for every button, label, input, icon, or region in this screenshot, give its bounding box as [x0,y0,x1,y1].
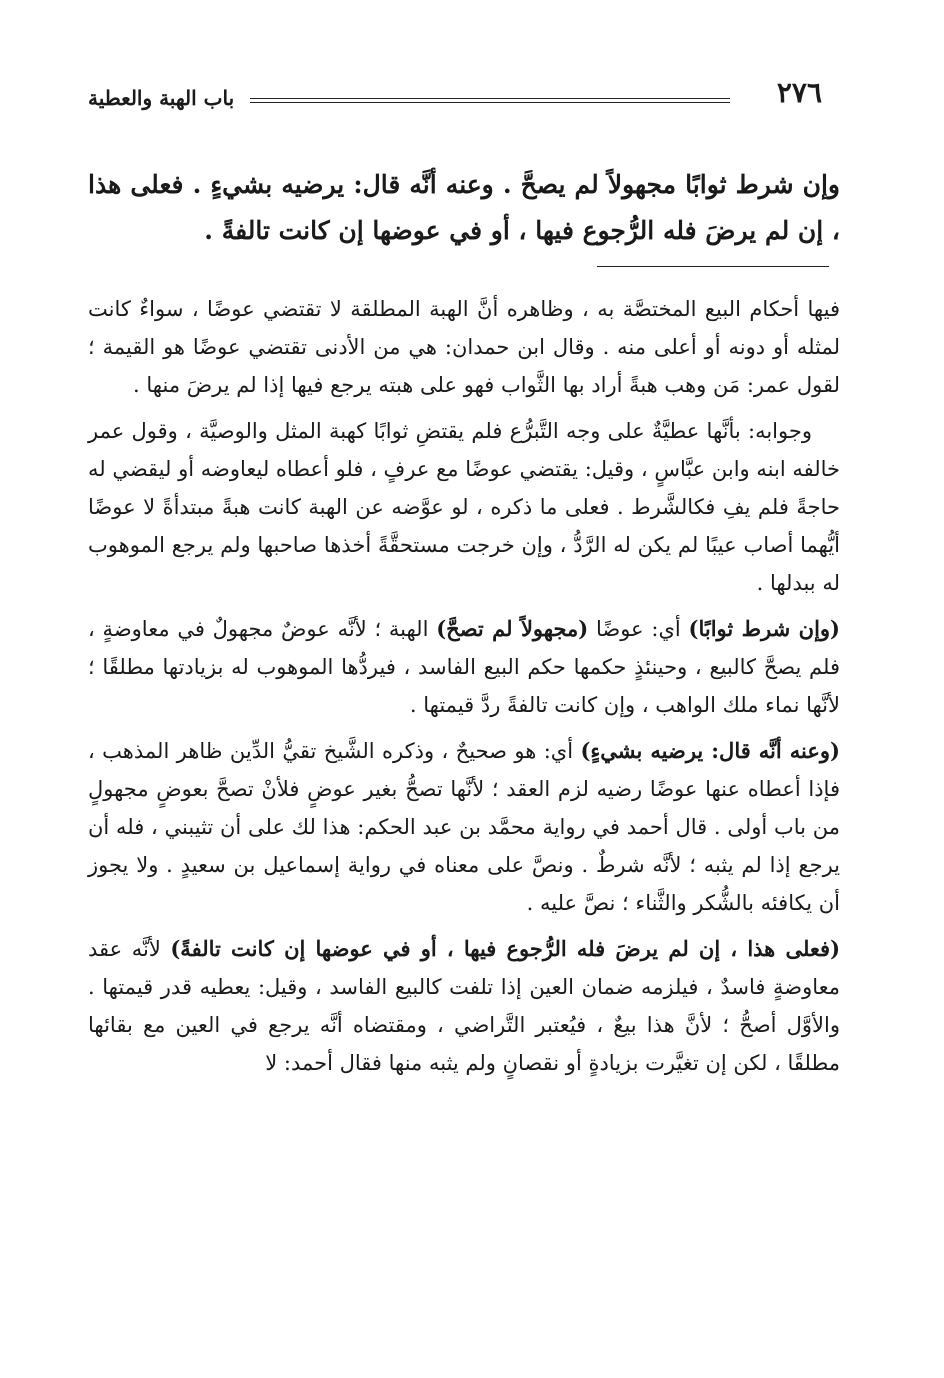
quoted-matn: (فعلى هذا ، إن لم يرضَ فله الرُّجوع فيها ، أو في عوضها إن كانت تالفةً) [170,936,841,961]
commentary-text: أي: هو صحيحٌ ، وذكره الشَّيخ تقيُّ الدِّين ظاهر المذهب ، فإذا أعطاه عنها عوضًا رضيه لزم العقد ؛ لأنَّها تصحُّ بغير عوضٍ فلأنْ تصحَّ بعوضٍ مجهولٍ من باب أولى . قال أحمد في رواية محمَّد بن عبد الحكم: هذا لك على أن تثيبني ، فله أن يرجع إذا لم يثبه ؛ لأنَّه شرطٌ . ونصَّ على معناه في رواية إسماعيل بن سعيدٍ . ولا يجوز أن يكافئه بالشُّكر والثَّناء ؛ نصَّ عليه . [88,739,840,915]
quoted-matn: (مجهولاً لم تصحَّ) [436,616,589,641]
commentary-text: لأنَّه عقد معاوضةٍ فاسدٌ ، فيلزمه ضمان العين إذا تلفت كالبيع الفاسد ، وقيل: يعطيه قدر قيمتها . والأوَّل أصحُّ ؛ لأنَّ هذا بيعٌ ، فيُعتبر التَّراضي ، ومقتضاه أنَّه يرجع في العين مع بقائها مطلقًا ، لكن إن تغيَّرت بزيادةٍ أو نقصانٍ ولم يثبه منها فقال أحمد: لا [88,937,840,1075]
commentary-paragraph [88,732,840,922]
header-rule [250,98,730,103]
matn-paragraph: وإن شرط ثوابًا مجهولاً لم يصحَّ . وعنه أنَّه قال: يرضيه بشيءٍ . فعلى هذا ، إن لم يرضَ فله الرُّجوع فيها ، أو في عوضها إن كانت تالفةً . [88,170,840,245]
quoted-matn: (وعنه أنَّه قال: يرضيه بشيءٍ) [580,738,840,763]
commentary-paragraph: فيها أحكام البيع المختصَّة به ، وظاهره أنَّ الهبة المطلقة لا تقتضي عوضًا ، سواءٌ كانت لمثله أو دونه أو أعلى منه . وقال ابن حمدان: هي من الأدنى تقتضي عوضًا هو القيمة ؛ لقول عمر: مَن وهب هبةً أراد بها الثَّواب فهو على هبته يرجع فيها إذا لم يرضَ منها . [88,297,840,397]
page-header [88,76,848,116]
commentary-paragraph [88,930,840,1082]
running-title: باب الهبة والعطية [88,86,235,110]
commentary [88,290,840,1090]
footnote-separator [597,266,829,267]
matn-text [88,162,840,254]
page-number: ٢٧٦ [776,76,822,109]
commentary-text: الهبة ؛ لأنَّه عوضٌ مجهولٌ في معاوضةٍ ، فلم يصحَّ كالبيع ، وحينئذٍ حكمها حكم البيع الفاسد ، فيردُّها الموهوب له بزيادتها مطلقًا ؛ لأنَّها نماء ملك الواهب ، وإن كانت تالفةً ردَّ قيمتها . [88,617,840,717]
quoted-matn: (وإن شرط ثوابًا) [688,616,840,641]
commentary-text: أي: عوضًا [588,617,689,641]
commentary-paragraph: وجوابه: بأنَّها عطيَّةٌ على وجه التَّبرُّع فلم يقتضِ ثوابًا كهبة المثل والوصيَّة ، وقول عمر خالفه ابنه وابن عبَّاسٍ ، وقيل: يقتضي عوضًا مع عرفٍ ، فلو أعطاه ليعاوضه أو ليقضي له حاجةً فلم يفِ فكالشَّرط . فعلى ما ذكره ، لو عوَّضه عن الهبة كانت هبةً مبتدأةً لا عوضًا أيُّهما أصاب عيبًا لم يكن له الرَّدُّ ، وإن خرجت مستحقَّةً أخذها صاحبها ولم يرجع الموهوب له ببدلها . [88,419,840,595]
commentary-paragraph [88,610,840,724]
